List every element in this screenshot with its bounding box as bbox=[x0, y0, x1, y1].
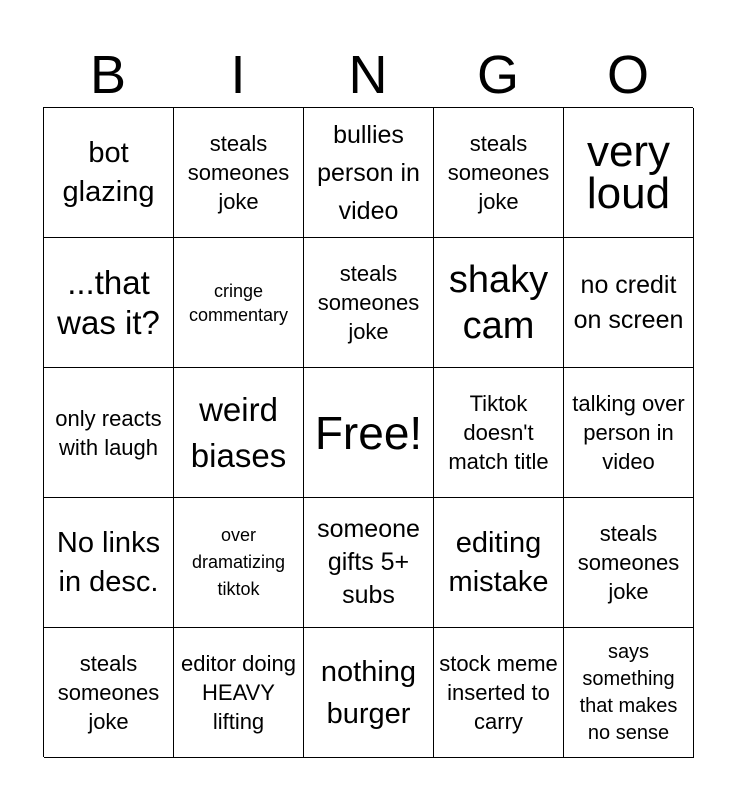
cell-text: steals someones joke bbox=[577, 521, 680, 604]
bingo-cell bbox=[174, 628, 304, 758]
header-letter-g: G bbox=[476, 45, 519, 105]
bingo-cell bbox=[564, 368, 694, 498]
bingo-cell bbox=[44, 108, 174, 238]
cell-text: bot glazing bbox=[62, 136, 155, 208]
bingo-cell bbox=[44, 368, 174, 498]
cell-text: talking over person in video bbox=[572, 391, 685, 474]
cell-text: stock meme inserted to carry bbox=[439, 651, 558, 734]
bingo-cell bbox=[304, 238, 434, 368]
cell-text: No links in desc. bbox=[56, 526, 161, 598]
bingo-cell bbox=[564, 238, 694, 368]
cell-text: says something that makes no sense bbox=[579, 640, 678, 744]
bingo-card bbox=[43, 107, 693, 757]
cell-text: steals someones joke bbox=[187, 131, 290, 214]
bingo-cell bbox=[434, 628, 564, 758]
bingo-cell bbox=[44, 238, 174, 368]
bingo-cell bbox=[304, 628, 434, 758]
bingo-cell bbox=[304, 108, 434, 238]
cell-text: steals someones joke bbox=[447, 131, 550, 214]
cell-text: steals someones joke bbox=[57, 651, 160, 734]
cell-text: nothing burger bbox=[320, 655, 417, 730]
cell-text: only reacts with laugh bbox=[55, 405, 162, 460]
cell-text: no credit on screen bbox=[573, 270, 684, 334]
header-letter-o: O bbox=[606, 45, 649, 105]
bingo-cell bbox=[434, 498, 564, 628]
bingo-cell bbox=[174, 238, 304, 368]
bingo-cell bbox=[174, 108, 304, 238]
cell-text: someone gifts 5+ subs bbox=[317, 515, 420, 609]
bingo-header bbox=[43, 44, 693, 106]
cell-text: over dramatizing tiktok bbox=[191, 525, 286, 599]
bingo-cell bbox=[434, 238, 564, 368]
cell-text: steals someones joke bbox=[317, 261, 420, 344]
bingo-cell bbox=[564, 498, 694, 628]
header-letter-n: N bbox=[348, 45, 388, 105]
cell-text: editing mistake bbox=[448, 526, 549, 598]
header-letter-i: I bbox=[230, 45, 246, 105]
bingo-cell bbox=[304, 368, 434, 498]
bingo-cell bbox=[564, 628, 694, 758]
header-letter-b: B bbox=[89, 45, 127, 105]
cell-text: editor doing HEAVY lifting bbox=[181, 651, 296, 734]
cell-text: shaky cam bbox=[448, 258, 549, 347]
bingo-cell bbox=[434, 108, 564, 238]
cell-text: Tiktok doesn't match title bbox=[448, 391, 549, 474]
bingo-cell bbox=[564, 108, 694, 238]
bingo-cell bbox=[174, 498, 304, 628]
cell-text: bullies person in video bbox=[317, 120, 420, 225]
free-space-text: Free! bbox=[314, 406, 423, 459]
bingo-cell bbox=[434, 368, 564, 498]
bingo-cell bbox=[44, 498, 174, 628]
bingo-cell bbox=[174, 368, 304, 498]
cell-text: very loud bbox=[586, 126, 671, 218]
cell-text: cringe commentary bbox=[188, 280, 289, 325]
cell-text: ...that was it? bbox=[57, 263, 160, 341]
bingo-cell bbox=[44, 628, 174, 758]
cell-text: weird biases bbox=[190, 390, 287, 474]
bingo-cell bbox=[304, 498, 434, 628]
